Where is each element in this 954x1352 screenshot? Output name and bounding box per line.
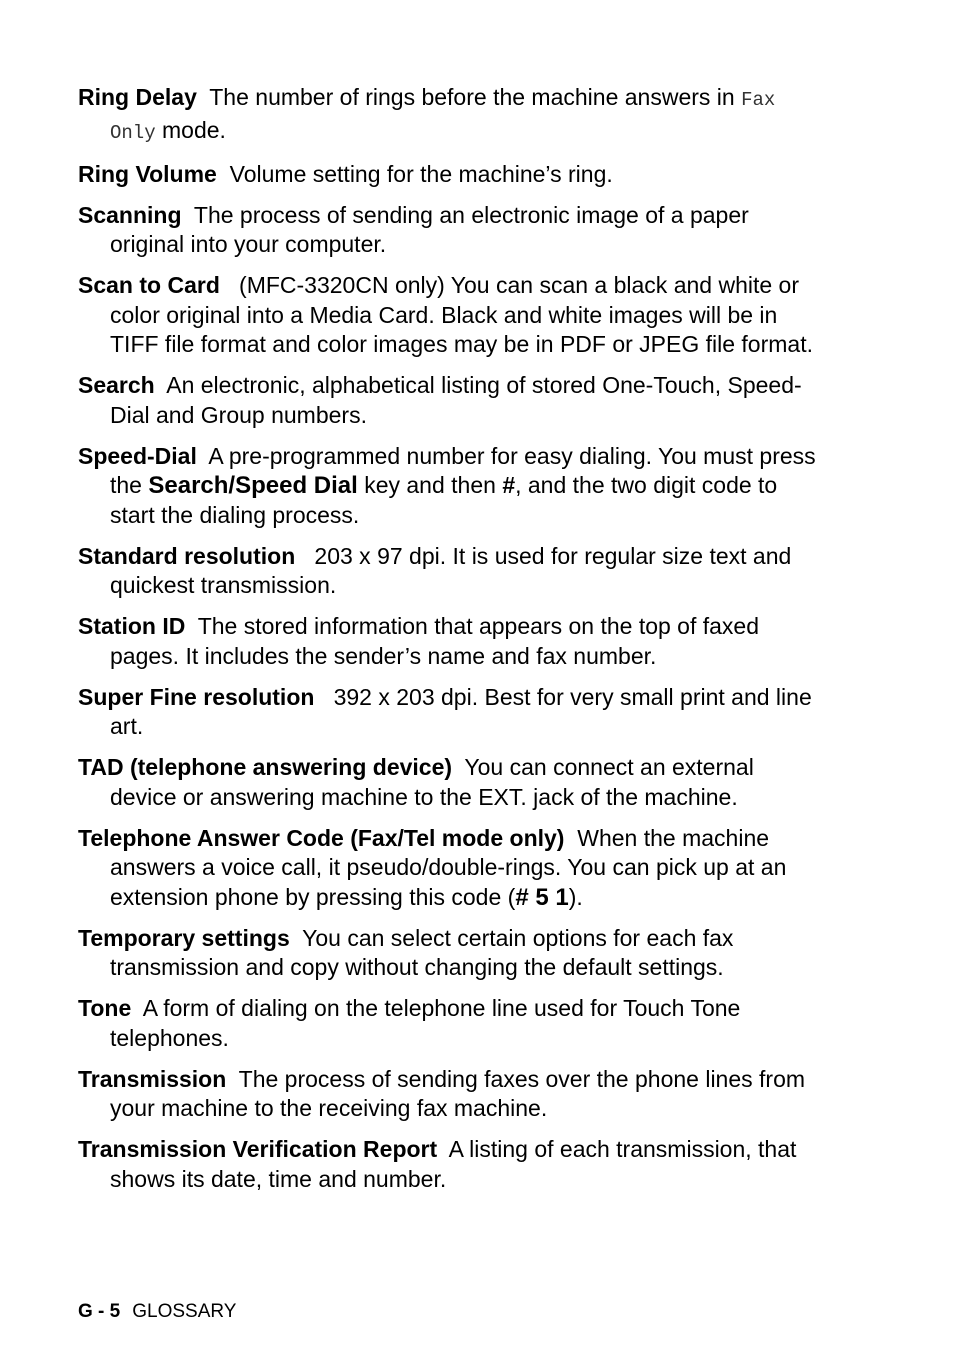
glossary-definition: When the machine answers a voice call, it pseudo/double-rings. You can pick up at an extension phone by pressing this code ( — [110, 824, 787, 910]
glossary-definition: You can connect an external device or answering machine to the EXT. jack of the machine. — [110, 754, 754, 810]
glossary-entry-station-id — [78, 612, 826, 671]
mode-name: Fax Only — [110, 89, 776, 144]
answer-code: # 5 1 — [515, 883, 569, 911]
glossary-entry-standard-resolution — [78, 542, 826, 601]
glossary-term: Standard resolution — [78, 542, 296, 569]
glossary-entry-ring-volume — [78, 160, 826, 190]
glossary-definition-mid: key and then — [357, 472, 503, 498]
glossary-entry-search — [78, 371, 826, 430]
glossary-list — [78, 83, 826, 1206]
glossary-definition: The stored information that appears on the top of faxed pages. It includes the sender’s name and fax number. — [110, 613, 760, 669]
glossary-definition: A listing of each transmission, that shows its date, time and number. — [110, 1136, 797, 1192]
hash-key: # — [502, 472, 516, 498]
glossary-term: Transmission — [78, 1065, 227, 1092]
glossary-entry-tone — [78, 994, 826, 1053]
glossary-entry-telephone-answer-code — [78, 824, 826, 913]
glossary-entry-super-fine-resolution — [78, 683, 826, 742]
glossary-definition: The process of sending an electronic image of a paper original into your computer. — [110, 201, 749, 257]
glossary-entry-transmission — [78, 1065, 826, 1124]
glossary-term: Temporary settings — [78, 924, 290, 951]
glossary-term: Tone — [78, 995, 132, 1021]
glossary-definition: An electronic, alphabetical listing of stored One-Touch, Speed-Dial and Group numbers. — [110, 372, 802, 428]
glossary-term: Scan to Card — [78, 272, 220, 298]
glossary-term: Ring Delay — [78, 84, 197, 110]
glossary-definition: The process of sending faxes over the phone lines from your machine to the receiving fax machine. — [110, 1065, 806, 1121]
glossary-term: Search — [78, 372, 155, 398]
glossary-term: Speed-Dial — [78, 442, 197, 469]
section-title: GLOSSARY — [132, 1301, 237, 1322]
glossary-definition-end: mode. — [155, 116, 226, 143]
glossary-definition: A pre-programmed number for easy dialing. You must press the — [110, 442, 816, 498]
glossary-definition: 392 x 203 dpi. Best for very small print and line art. — [110, 683, 812, 739]
glossary-definition: Volume setting for the machine’s ring. — [229, 160, 613, 187]
glossary-entry-tad — [78, 753, 826, 812]
glossary-entry-transmission-verification-report — [78, 1135, 826, 1194]
page-footer — [78, 1300, 236, 1324]
glossary-definition: You can select certain options for each fax transmission and copy without changing the default settings. — [110, 924, 734, 980]
glossary-entry-ring-delay — [78, 83, 826, 148]
glossary-entry-speed-dial — [78, 442, 826, 531]
glossary-term: Telephone Answer Code (Fax/Tel mode only) — [78, 824, 565, 851]
glossary-definition: A form of dialing on the telephone line used for Touch Tone telephones. — [110, 995, 741, 1051]
glossary-term: Transmission Verification Report — [78, 1136, 438, 1162]
glossary-definition-end: , and the two digit code to start the dialing process. — [110, 472, 778, 528]
glossary-term: Scanning — [78, 201, 182, 228]
glossary-entry-temporary-settings — [78, 924, 826, 983]
glossary-definition-end: ). — [568, 883, 583, 910]
glossary-entry-scan-to-card — [78, 271, 826, 360]
glossary-definition: (MFC-3320CN only) You can scan a black and white or color original into a Media Card. Black and white images will be in TIFF file format and color images may be in PDF or JPEG file format. — [110, 272, 813, 357]
glossary-definition: The number of rings before the machine answers in — [209, 84, 742, 110]
glossary-term: Super Fine resolution — [78, 683, 315, 710]
glossary-term: TAD (telephone answering device) — [78, 754, 453, 780]
page-number: G - 5 — [78, 1301, 121, 1322]
search-speed-dial-key: Search/Speed Dial — [148, 472, 358, 499]
glossary-definition: 203 x 97 dpi. It is used for regular size text and quickest transmission. — [110, 542, 792, 598]
glossary-term: Station ID — [78, 613, 186, 639]
glossary-term: Ring Volume — [78, 160, 217, 187]
glossary-entry-scanning — [78, 201, 826, 260]
